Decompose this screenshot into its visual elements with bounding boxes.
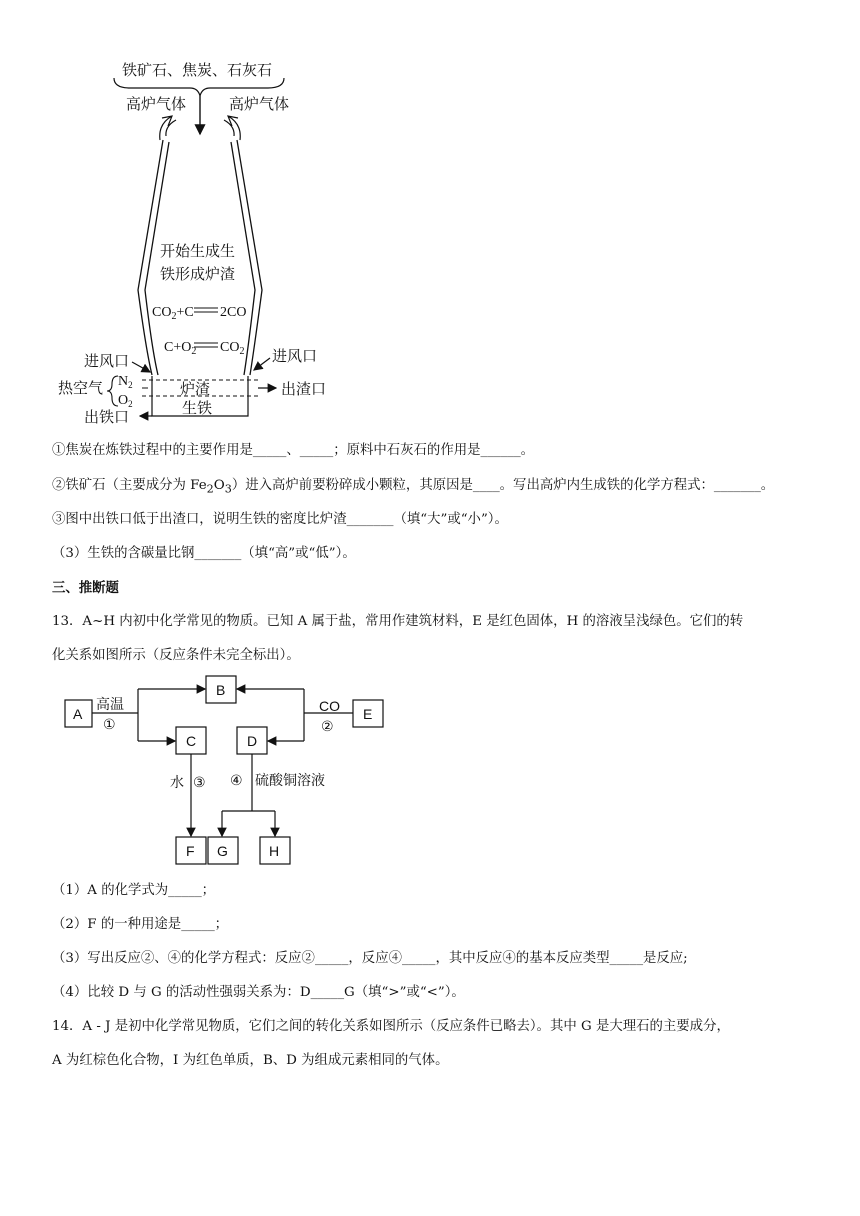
conversion-flow-diagram xyxy=(0,665,420,870)
box-e-label: E xyxy=(363,706,373,722)
air-inlet-left-label: 进风口 xyxy=(84,352,130,370)
q2-sub-2: 3 xyxy=(224,482,232,496)
hot-air-label: 热空气 xyxy=(58,379,104,397)
o2-label: $O_2$ xyxy=(118,393,133,409)
blast-furnace-diagram xyxy=(0,0,400,435)
reaction-1-number: ① xyxy=(103,716,116,732)
brace-icon xyxy=(114,78,284,96)
q2-sub-1: 2 xyxy=(206,482,214,496)
box-h-label: H xyxy=(269,843,280,859)
reaction-2-number: ② xyxy=(321,718,334,734)
question-2-part3: ③图中出铁口低于出渣口，说明生铁的密度比炉渣_______（填“大”或“小”）。 xyxy=(52,512,508,527)
equation-co2-c: $CO_2+C$ xyxy=(152,305,194,322)
subquestion-4: （4）比较 D 与 G 的活动性强弱关系为：D_____G（填“>”或“<”）。 xyxy=(52,985,465,1000)
slag-label: 炉渣 xyxy=(180,380,211,398)
condition-4-label: 硫酸铜溶液 xyxy=(255,772,325,788)
air-inlet-right-arrow xyxy=(254,358,270,370)
problem-14-line1: 14．A - J 是初中化学常见物质，它们之间的转化关系如图所示（反应条件已略去）。其中 G 是大理石的主要成分， xyxy=(52,1019,730,1034)
box-f-label: F xyxy=(186,843,195,859)
box-c-label: C xyxy=(186,733,197,749)
furnace-gas-left-label: 高炉气体 xyxy=(126,95,187,113)
section-heading: 三、推断题 xyxy=(52,580,119,596)
problem-13-line1: 13．A~H 内初中化学常见的物质。已知 A 属于盐，常用作建筑材料，E 是红色固体，H 的溶液呈浅绿色。它们的转 xyxy=(52,614,744,629)
question-2-part1: ①焦炭在炼铁过程中的主要作用是_____、_____；原料中石灰石的作用是______。 xyxy=(52,443,535,458)
box-g-label: G xyxy=(217,843,228,859)
equation-c-o2: $C+O_2$ xyxy=(164,340,197,357)
box-a-label: A xyxy=(73,706,83,722)
problem-13-line2: 化关系如图所示（反应条件未完全标出）。 xyxy=(52,648,300,663)
zone-text-line2: 铁形成炉渣 xyxy=(160,265,236,283)
air-inlet-left-arrow xyxy=(132,362,150,372)
subquestion-3: （3）写出反应②、④的化学方程式：反应②_____，反应④_____，其中反应④的基本反应类型_____是反应; xyxy=(52,951,688,966)
q2-text-a: ②铁矿石（主要成分为 Fe xyxy=(52,478,207,493)
question-3: （3）生铁的含碳量比钢_______（填“高”或“低”）。 xyxy=(52,546,356,561)
q2-text-b: O xyxy=(213,478,225,493)
gas-outlet-right-icon xyxy=(224,116,240,140)
hot-air-brace-icon xyxy=(107,376,118,406)
equation-co2-c-product: 2CO xyxy=(220,305,247,320)
pig-iron-label: 生铁 xyxy=(182,399,213,417)
raw-materials-label: 铁矿石、焦炭、石灰石 xyxy=(122,61,273,79)
condition-1-label: 高温 xyxy=(96,696,124,712)
reaction-3-number: ③ xyxy=(193,774,206,790)
air-inlet-right-label: 进风口 xyxy=(272,347,318,365)
n2-label: $N_2$ xyxy=(118,374,133,390)
q2-text-c: ）进入高炉前要粉碎成小颗粒，其原因是____。写出高炉内生成铁的化学方程式：_______。 xyxy=(231,478,775,493)
subquestion-1: （1）A 的化学式为_____； xyxy=(52,883,216,898)
zone-text-line1: 开始生成生 xyxy=(160,242,236,260)
condition-2-label: CO xyxy=(319,698,340,714)
problem-14-line2: A 为红棕色化合物，I 为红色单质，B、D 为组成元素相同的气体。 xyxy=(52,1053,449,1068)
equation-c-o2-product: $CO_2$ xyxy=(220,340,245,357)
box-d-label: D xyxy=(247,733,258,749)
gas-outlet-left-icon xyxy=(160,116,176,140)
box-b-label: B xyxy=(216,682,226,698)
question-2-part2 xyxy=(52,476,774,500)
furnace-gas-right-label: 高炉气体 xyxy=(229,95,290,113)
subquestion-2: （2）F 的一种用途是_____； xyxy=(52,917,229,932)
slag-outlet-label: 出渣口 xyxy=(281,380,327,398)
condition-3-label: 水 xyxy=(170,774,184,790)
reaction-4-number: ④ xyxy=(230,772,243,788)
iron-outlet-label: 出铁口 xyxy=(84,408,130,426)
